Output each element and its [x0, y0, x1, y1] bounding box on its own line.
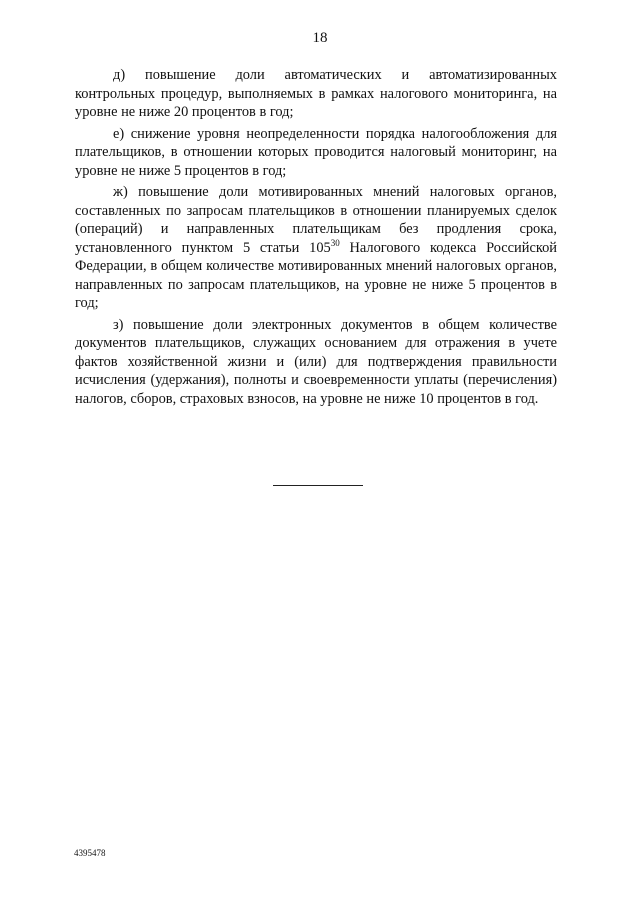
paragraph-text: повышение доли электронных документов в общем количестве документов плательщиков, служащих основанием для отражения в учете фактов хозяйственной жизни и (или) для подтверждения правильности исчисления (удержания), полноты и своевременности уплаты (перечисления) налогов, сборов, страховых взносов, на уровне не ниже 10 процентов в год. — [75, 316, 557, 407]
list-item-zh — [75, 183, 557, 313]
paragraph-text: снижение уровня неопределенности порядка налогообложения для плательщиков, в отношении которых проводится налоговый мониторинг, на уровне не ниже 5 процентов в год; — [75, 125, 557, 179]
paragraph-text-continued: Налогового кодекса Российской Федерации, в общем количестве мотивированных мнений налоговых органов, направленных по запросам плательщиков, на уровне не ниже 5 процентов в год; — [75, 239, 557, 311]
end-divider-line — [273, 485, 363, 486]
page-number: 18 — [312, 30, 328, 46]
list-item-z — [75, 316, 557, 409]
list-marker: д) — [113, 67, 126, 83]
paragraph-text: повышение доли мотивированных мнений налоговых органов, составленных по запросам плательщиков в отношении планируемых сделок (операций) и направленных плательщикам без продления срока, установленного пунктом 5 статьи 105 — [75, 184, 557, 256]
document-id: 4395478 — [74, 848, 106, 858]
list-item-e — [75, 125, 557, 181]
list-marker: ж) — [113, 184, 128, 200]
list-marker: з) — [113, 316, 124, 333]
paragraph-text: повышение доли автоматических и автоматизированных контрольных процедур, выполняемых в рамках налогового мониторинга, на уровне не ниже 20 процентов в год; — [75, 67, 557, 120]
list-marker: е) — [113, 125, 125, 142]
document-body — [75, 66, 557, 411]
list-item-d — [75, 66, 557, 122]
article-superscript: 30 — [330, 237, 340, 248]
